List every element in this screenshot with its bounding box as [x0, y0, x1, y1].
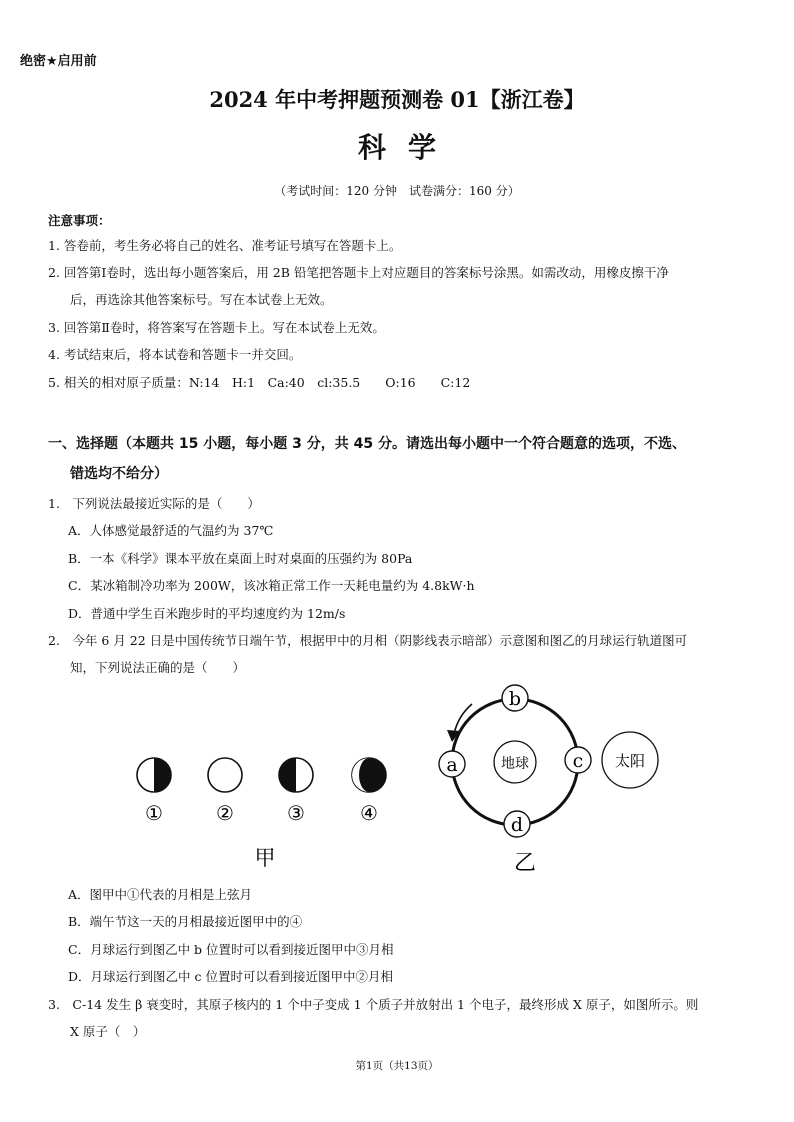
earth-label: 地球 — [501, 756, 529, 772]
figure-jia-caption: 甲 — [254, 846, 276, 870]
exam-title: 2024 年中考押题预测卷 01【浙江卷】 — [209, 87, 585, 112]
q2-option-d: D．月球运行到图乙中 c 位置时可以看到接近图甲中②月相 — [68, 969, 393, 984]
point-c: c — [572, 750, 584, 772]
confidential-mark: 绝密★启用前 — [20, 54, 97, 69]
point-a: a — [446, 754, 458, 776]
moon-phase-1 — [137, 755, 174, 795]
q1-stem: 1. 下列说法最接近实际的是（ ） — [48, 496, 260, 511]
moon-orbit-figure — [430, 680, 670, 875]
figure-yi-caption: 乙 — [513, 851, 537, 875]
notice-heading: 注意事项： — [48, 213, 111, 228]
phase-label-3: ③ — [287, 801, 305, 825]
q2-stem: 2. 今年 6 月 22 日是中国传统节日端午节，根据甲中的月相（阴影线表示暗部）示意图和图乙的月球运行轨道图可 — [48, 633, 688, 648]
q3-stem-cont: X 原子（ ） — [70, 1024, 146, 1039]
moon-phase-2 — [208, 758, 242, 792]
q2-option-b: B．端午节这一天的月相最接近图甲中的④ — [68, 914, 303, 929]
q1-option-b: B．一本《科学》课本平放在桌面上时对桌面的压强约为 80Pa — [68, 551, 413, 566]
moon-phase-3 — [276, 755, 313, 795]
section-heading-cont: 错选均不给分） — [70, 466, 168, 482]
q1-option-c: C．某冰箱制冷功率为 200W，该冰箱正常工作一天耗电量约为 4.8kW·h — [68, 578, 475, 593]
section-heading: 一、选择题（本题共 15 小题，每小题 3 分，共 45 分。请选出每小题中一个符合题意的选项，不选、 — [48, 436, 686, 452]
point-b: b — [508, 688, 522, 710]
q2-option-c: C．月球运行到图乙中 b 位置时可以看到接近图甲中③月相 — [68, 942, 394, 957]
q1-option-d: D．普通中学生百米跑步时的平均速度约为 12m/s — [68, 606, 346, 621]
notice-item-4: 4. 考试结束后，将本试卷和答题卡一并交回。 — [48, 347, 302, 362]
q1-option-a: A．人体感觉最舒适的气温约为 37℃ — [68, 523, 274, 538]
notice-item-1: 1. 答卷前，考生务必将自己的姓名、准考证号填写在答题卡上。 — [48, 238, 402, 253]
page-footer: 第1页（共13页） — [355, 1060, 439, 1072]
notice-item-2-cont: 后，再选涂其他答案标号。写在本试卷上无效。 — [70, 292, 333, 307]
moon-phase-4 — [352, 758, 386, 792]
moon-phase-figure — [120, 745, 410, 875]
point-d: d — [510, 814, 524, 836]
phase-label-1: ① — [145, 801, 163, 825]
q2-stem-cont: 知，下列说法正确的是（ ） — [70, 660, 246, 675]
q3-stem: 3. C-14 发生 β 衰变时，其原子核内的 1 个中子变成 1 个质子并放射出 1 个电子，最终形成 X 原子，如图所示。则 — [48, 997, 699, 1012]
q2-option-a: A．图甲中①代表的月相是上弦月 — [68, 887, 253, 902]
phase-label-4: ④ — [360, 801, 378, 825]
notice-item-5: 5. 相关的相对原子质量：N:14 H:1 Ca:40 cl:35.5 O:16 C:12 — [48, 375, 471, 390]
phase-label-2: ② — [216, 801, 234, 825]
exam-info: （考试时间：120 分钟 试卷满分：160 分） — [274, 184, 520, 198]
subject-title: 科学 — [357, 131, 458, 164]
notice-item-2: 2. 回答第Ⅰ卷时，选出每小题答案后，用 2B 铅笔把答题卡上对应题目的答案标号涂黑。如需改动，用橡皮擦干净 — [48, 265, 669, 280]
notice-item-3: 3. 回答第Ⅱ卷时，将答案写在答题卡上。写在本试卷上无效。 — [48, 320, 385, 335]
sun-label: 太阳 — [614, 752, 646, 770]
